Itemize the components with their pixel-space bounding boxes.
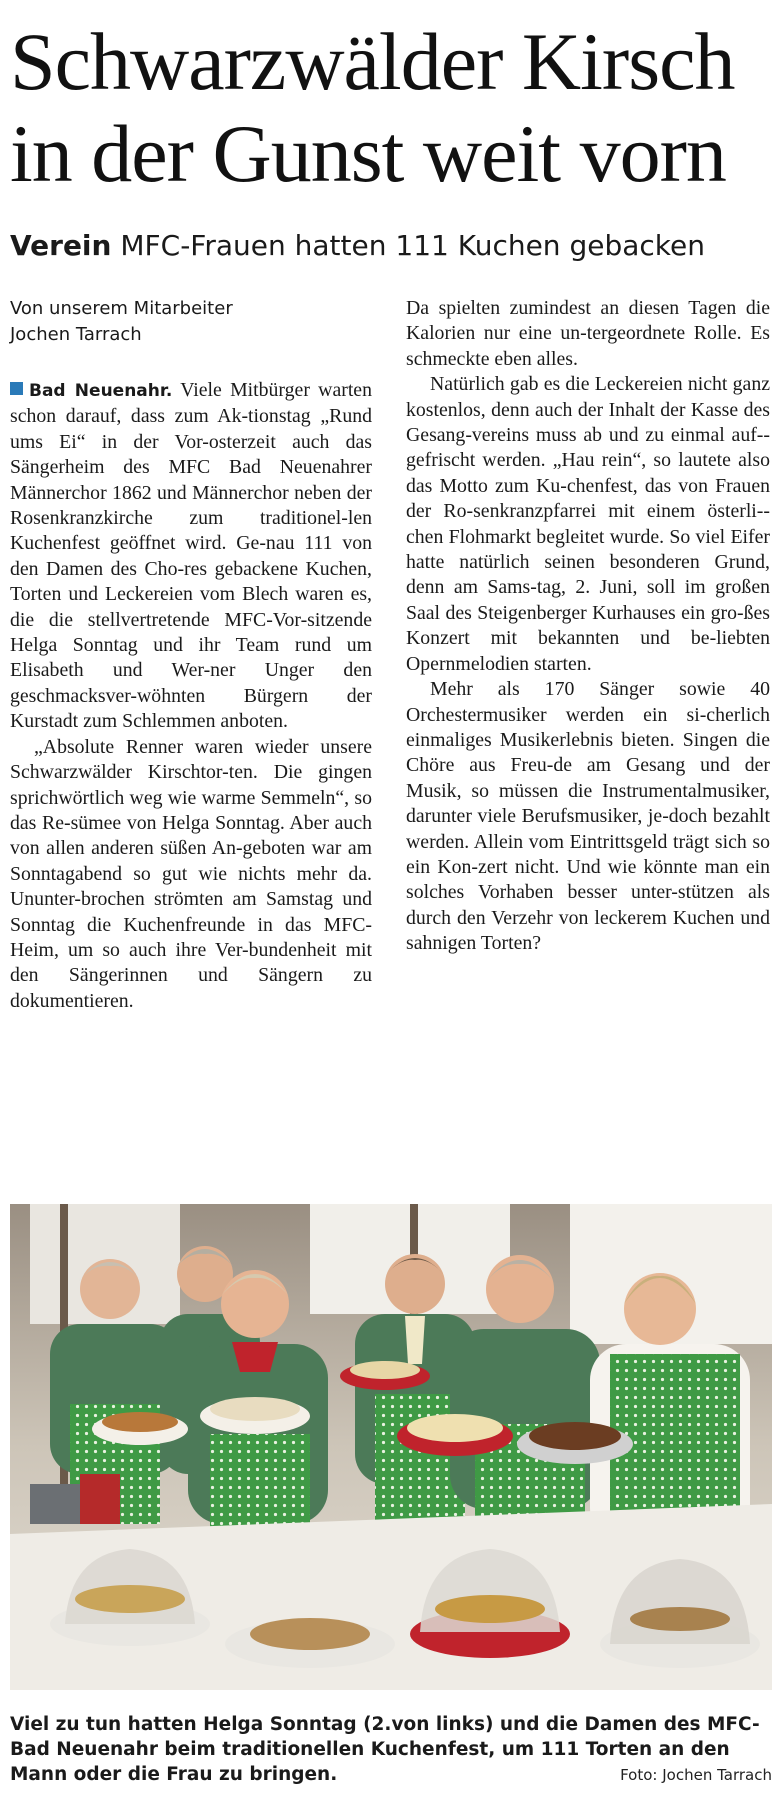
- photo-caption: Viel zu tun hatten Helga Sonntag (2.von links) und die Damen des MFC-Bad Neuenahr beim traditionellen Kuchenfest, um 111 Torten an den Mann oder die Frau zu bringen.: [10, 1714, 760, 1785]
- dateline: Bad Neuenahr.: [29, 381, 173, 401]
- subheadline: [10, 228, 780, 264]
- paragraph-text: Viele Mitbürger warten schon darauf, dass zum Ak-tionstag „Rund ums Ei“ in der Vor-osterzeit auch das Sängerheim des MFC Bad Neuenahrer Männerchor 1862 und Männerchor neben der Rosenkranzkirche zum traditionel-len Kuchenfest geöffnet wird. Ge-nau 111 von den Damen des Cho-res gebackene Kuchen, Torten und Leckereien vom Blech waren es, die die stellvertretende MFC-Vor-sitzende Helga Sonntag und ihr Team rund um Elisabeth und Wer-ner Unger den geschmacksver-wöhnten Bürgern der Kurstadt zum Schlemmen anboten.: [10, 379, 372, 733]
- paragraph: Mehr als 170 Sänger sowie 40 Orchestermusiker werden ein si-cherlich einmaliges Musikerlebnis bieten. Singen die Chöre aus Freu-de am Gesang und der Musik, so müssen die Instrumentalmusiker, darunter viele Berufsmusiker, je-doch bezahlt werden. Allein vom Eintrittsgeld trägt sich so ein Kon-zert nicht. Und wie könnte man ein solches Vorhaben besser unter-stützen als durch den Verzehr von leckerem Kuchen und sahnigen Torten?: [406, 678, 770, 955]
- byline-author: Jochen Tarrach: [10, 324, 142, 345]
- headline-line-1: Schwarzwälder Kirsch: [10, 16, 735, 107]
- article-column-1: [10, 378, 372, 1014]
- headline: [10, 16, 780, 200]
- headline-line-2: in der Gunst weit vorn: [10, 108, 726, 199]
- paragraph: „Absolute Renner waren wieder unsere Schwarzwälder Kirschtor-ten. Die gingen sprichwörtlich weg wie warme Semmeln“, so das Re-sümee von Helga Sonntag. Aber auch von allen anderen süßen An-geboten war am Sonntagabend so gut wie nichts mehr da. Ununter-brochen strömten am Samstag und Sonntag die Kuchenfreunde in das MFC-Heim, um so auch ihre Ver-bundenheit mit den Sängerinnen und Sängern zu dokumentieren.: [10, 735, 372, 1012]
- byline: [10, 296, 370, 348]
- kicker: Verein: [10, 229, 112, 262]
- group-photo: [10, 1204, 772, 1690]
- section-marker-icon: [10, 382, 23, 395]
- subheadline-text: MFC-Frauen hatten 111 Kuchen gebacken: [120, 229, 705, 262]
- paragraph: Da spielten zumindest an diesen Tagen die Kalorien nur eine un-tergeordnete Rolle. Es schmeckte eben alles.: [406, 297, 770, 370]
- photo-illustration: [10, 1204, 772, 1690]
- byline-line-1: Von unserem Mitarbeiter: [10, 298, 233, 319]
- article-column-2: [406, 296, 770, 957]
- paragraph: Natürlich gab es die Leckereien nicht ganz kostenlos, denn auch der Inhalt der Kasse des Gesang-vereins muss ab und zu einmal auf-gefrischt werden. „Hau rein“, so lautete also das Motto zum Ku-chenfest, das von Frauen der Ro-senkranzpfarrei mit einem österli-chen Flohmarkt begleitet wurde. So viel Eifer hatte natürlich seinen besonderen Grund, denn am Sams-tag, 2. Juni, soll im großen Saal des Steigenberger Kurhauses ein gro-ßes Konzert mit bekannten und be-liebten Opernmelodien starten.: [406, 373, 770, 675]
- photo-credit: Foto: Jochen Tarrach: [620, 1766, 772, 1784]
- paragraph: [10, 378, 372, 735]
